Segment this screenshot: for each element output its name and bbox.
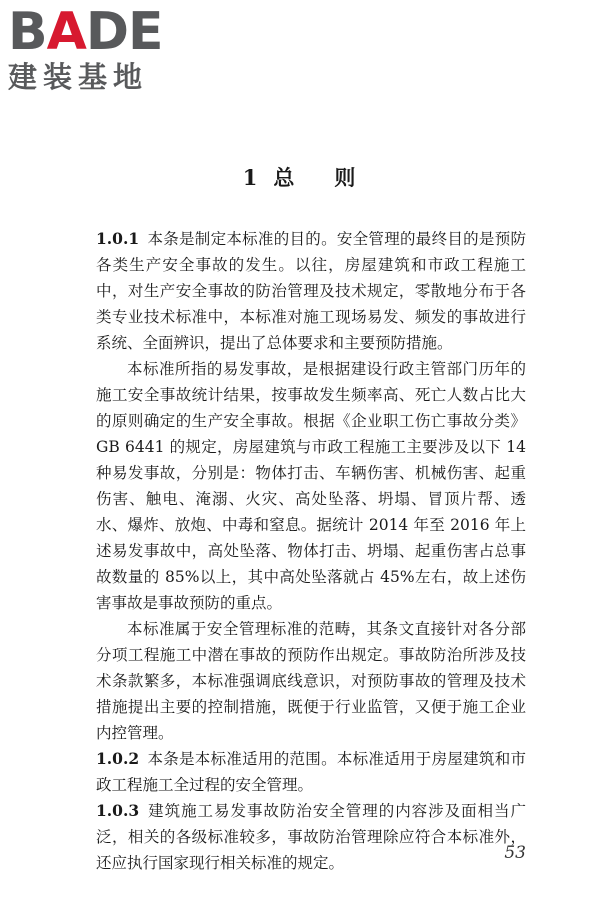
paragraph-text: 本标准所指的易发事故，是根据建设行政主管部门历年的施工安全事故统计结果，按事故发生频率高、死亡人数占比大的原则确定的生产安全事故。根据《企业职工伤亡事故分类》GB 6441 的规定，房屋建筑与市政工程施工主要涉及以下 14 种易发事故，分别是：物体打击、车辆伤害、机械伤害、起重伤害、触电、淹溺、火灾、高处坠落、坍塌、冒顶片帮、透水、爆炸、放炮、中毒和窒息。据统计 2014 年至 2016 年上述易发事故中，高处坠落、物体打击、坍塌、起重伤害占总事故数量的 85%以上，其中高处坠落就占 45%左右，故上述伤害事故是事故预防的重点。 — [96, 360, 526, 612]
paragraph-1-0-3 — [96, 798, 526, 876]
paragraph-text: 建筑施工易发事故防治安全管理的内容涉及面相当广泛，相关的各级标准较多，事故防治管理除应符合本标准外，还应执行国家现行相关标准的规定。 — [96, 802, 526, 872]
clause-number: 1.0.3 — [96, 801, 140, 820]
paragraph-explanation-2 — [96, 616, 526, 746]
chapter-title-part2: 则 — [334, 165, 358, 190]
logo-letter: DE — [85, 2, 163, 62]
chapter-title — [0, 162, 600, 192]
page-number: 53 — [504, 843, 526, 863]
chapter-number: 1 — [242, 165, 260, 190]
bade-logo — [8, 2, 178, 94]
logo-letter-accent: A — [46, 2, 86, 62]
chapter-title-part1: 总 — [273, 165, 297, 190]
clause-number: 1.0.1 — [96, 229, 140, 248]
paragraph-text: 本标准属于安全管理标准的范畴，其条文直接针对各分部分项工程施工中潜在事故的预防作出规定。事故防治所涉及技术条款繁多，本标准强调底线意识，对预防事故的管理及技术措施提出主要的控制措施，既便于行业监管，又便于施工企业内控管理。 — [96, 620, 526, 742]
paragraph-explanation-1 — [96, 356, 526, 616]
document-body — [96, 226, 526, 876]
logo-wordmark — [8, 2, 178, 62]
logo-letter: B — [8, 2, 47, 62]
logo-subtitle: 建装基地 — [8, 60, 149, 94]
paragraph-text: 本条是本标准适用的范围。本标准适用于房屋建筑和市政工程施工全过程的安全管理。 — [96, 750, 526, 794]
clause-number: 1.0.2 — [96, 749, 140, 768]
paragraph-1-0-2 — [96, 746, 526, 798]
paragraph-1-0-1 — [96, 226, 526, 356]
paragraph-text: 本条是制定本标准的目的。安全管理的最终目的是预防各类生产安全事故的发生。以往，房屋建筑和市政工程施工中，对生产安全事故的防治管理及技术规定，零散地分布于各类专业技术标准中，本标准对施工现场易发、频发的事故进行系统、全面辨识，提出了总体要求和主要预防措施。 — [96, 230, 526, 352]
